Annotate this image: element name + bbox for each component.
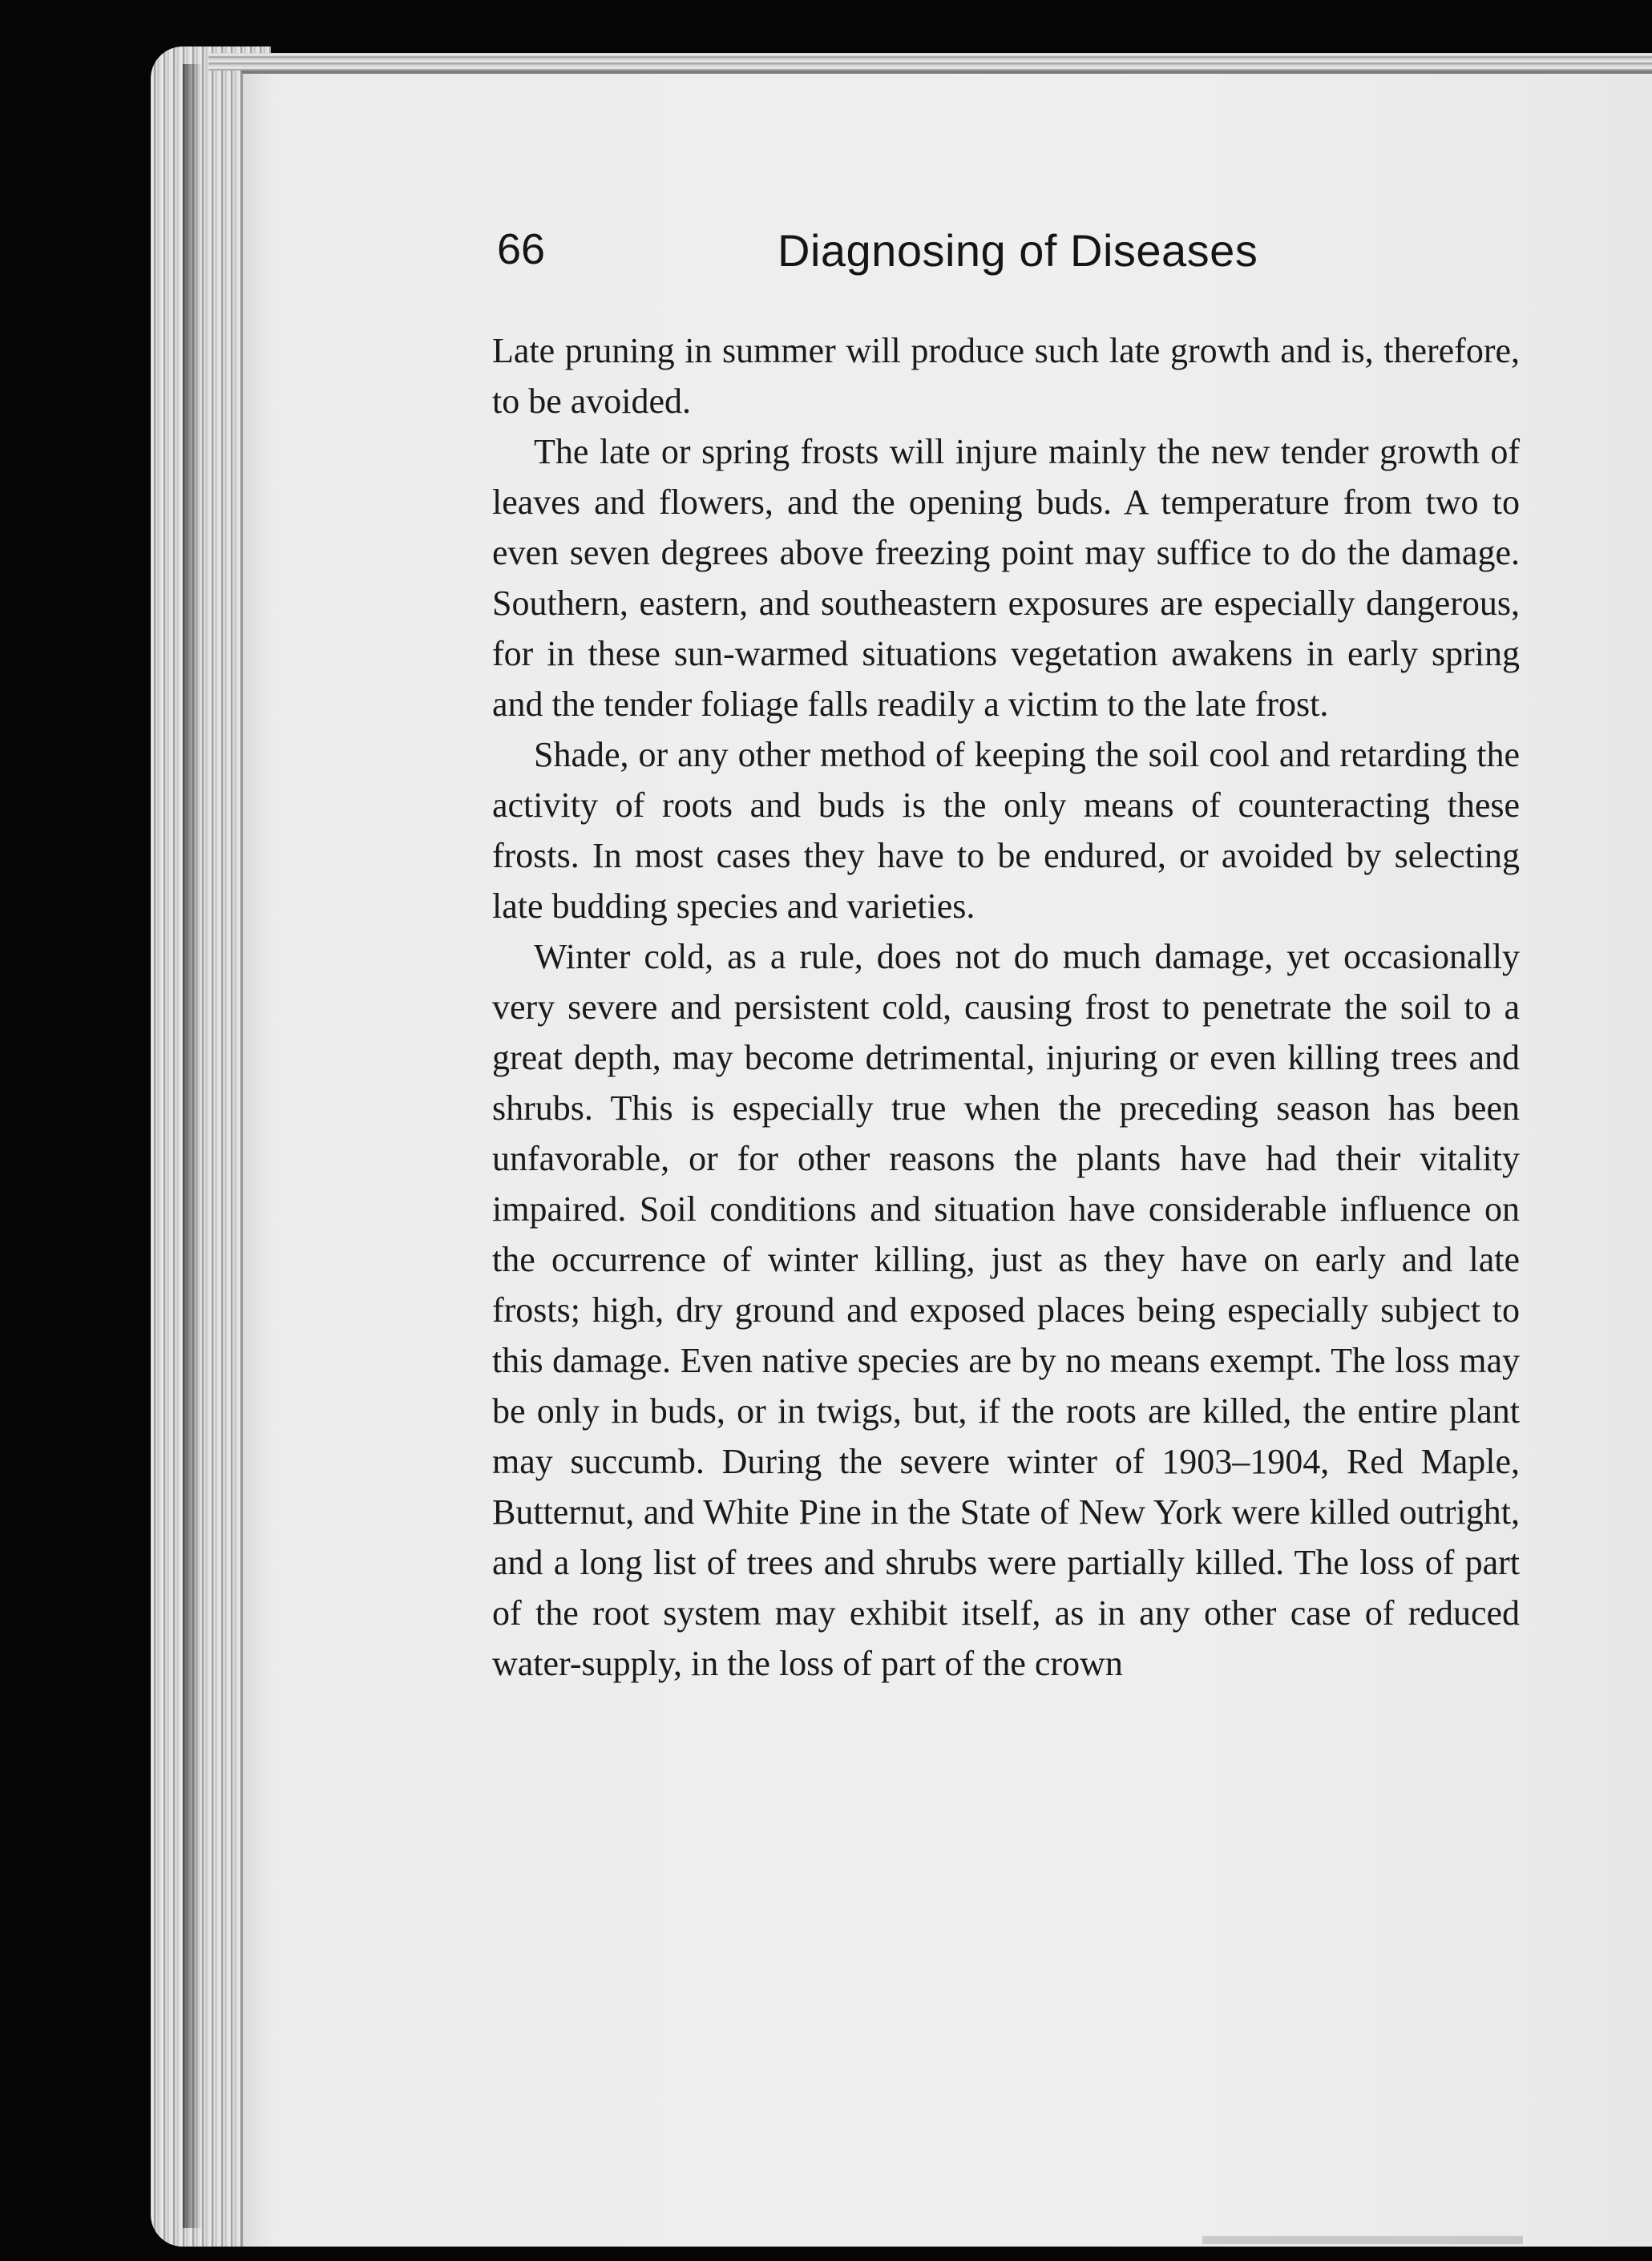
body-text <box>492 325 1520 1689</box>
paragraph-winter-cold: Winter cold, as a rule, does not do much damage, yet occasionally very severe and persistent cold, causing frost to penetrate the soil to a great depth, may become detrimental, injuring or even killing trees and shrubs. This is especially true when the preceding season has been unfavorable, or for other reasons the plants have had their vitality impaired. Soil conditions and situation have considerable influence on the occurrence of winter killing, just as they have on early and late frosts; high, dry ground and exposed places being especially subject to this damage. Even native species are by no means exempt. The loss may be only in buds, or in twigs, but, if the roots are killed, the entire plant may succumb. During the severe winter of 1903–1904, Red Maple, Butternut, and White Pine in the State of New York were killed outright, and a long list of trees and shrubs were partially killed. The loss of part of the root system may exhibit itself, as in any other case of reduced water-supply, in the loss of part of the crown <box>492 937 1520 1683</box>
paragraph-shade: Shade, or any other method of keeping the soil cool and retarding the activity of roots and buds is the only means of counteracting these frosts. In most cases they have to be endured, or avoided by selecting late budding species and varieties. <box>492 735 1520 926</box>
scan-smudge <box>1202 2236 1523 2244</box>
paragraph-late-pruning: Late pruning in summer will produce such late growth and is, therefore, to be avoided. <box>492 331 1520 421</box>
running-head: Diagnosing of Diseases <box>778 225 1258 276</box>
page-edge-shadow <box>183 64 202 2228</box>
paragraph-spring-frosts: The late or spring frosts will injure mainly the new tender growth of leaves and flowers, and the opening buds. A temperature from two to even seven degrees above freezing point may suffice to do the damage. Southern, eastern, and southeastern exposures are especially dangerous, for in these sun-warmed situations vegetation awakens in early spring and the tender foliage falls readily a victim to the late frost. <box>492 432 1520 724</box>
page-number: 66 <box>497 225 546 273</box>
page-header <box>497 224 1523 297</box>
page-top-edges <box>208 53 1652 71</box>
